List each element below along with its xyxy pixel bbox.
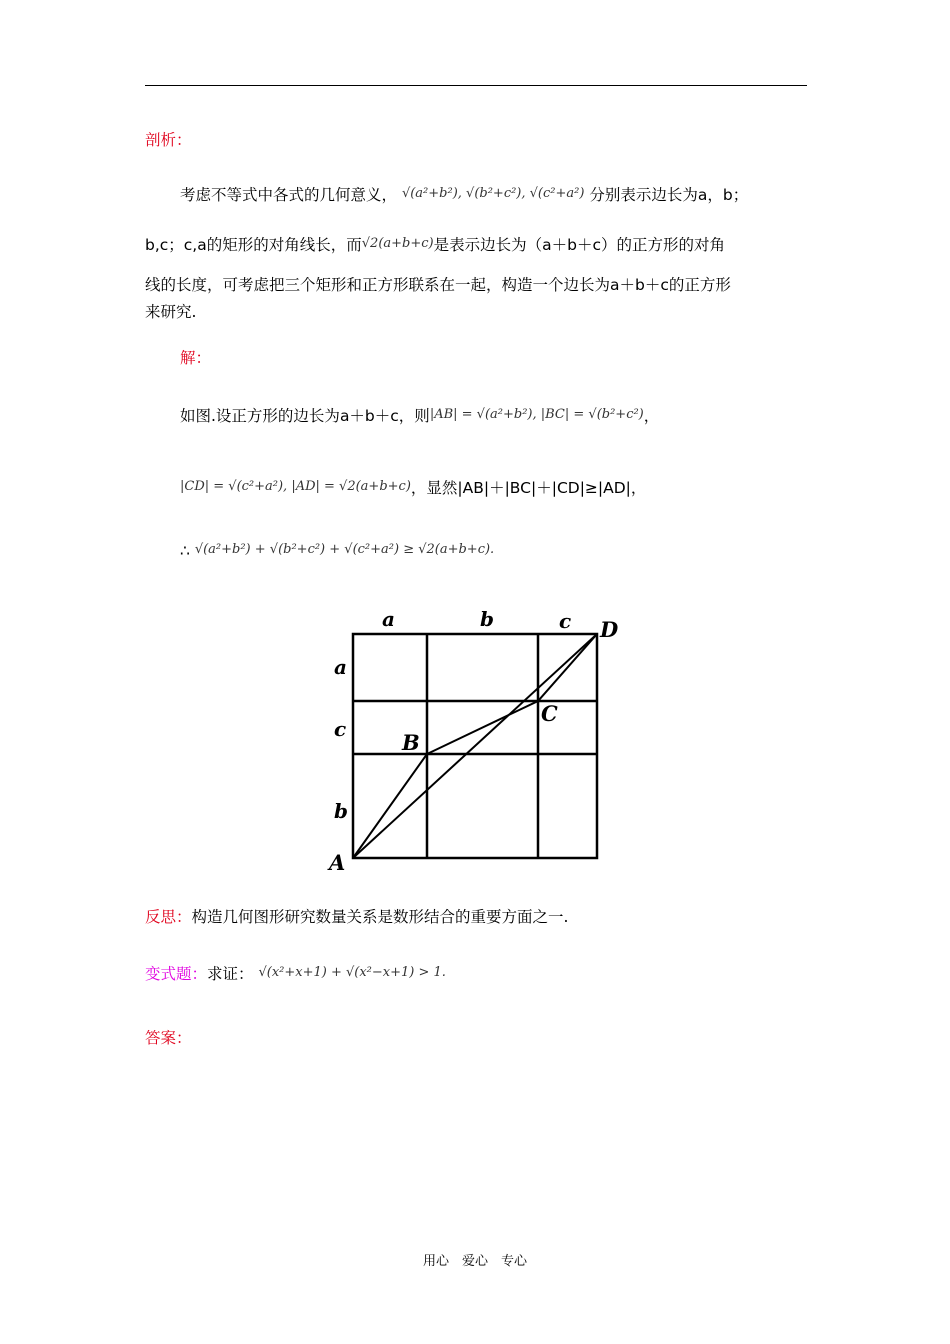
label-top-a: a bbox=[382, 607, 395, 631]
solution-heading: 解： bbox=[180, 349, 212, 367]
page-footer: 用心 爱心 专心 bbox=[422, 1254, 527, 1269]
reflection-label: 反思： bbox=[145, 908, 192, 926]
analysis-formula-2: √2(a+b+c) bbox=[361, 236, 434, 251]
point-label-B: B bbox=[402, 730, 420, 755]
point-label-D: D bbox=[600, 617, 619, 642]
analysis-line-4: 来研究. bbox=[145, 303, 197, 321]
solution-formula-1: |AB| = √(a²+b²), |BC| = √(b²+c²) bbox=[429, 407, 644, 422]
answer-label: 答案： bbox=[145, 1029, 192, 1047]
label-left-a: a bbox=[334, 655, 347, 679]
analysis-line-1: 考虑不等式中各式的几何意义， √(a²+b²), √(b²+c²), √(c²+a²) 分别表示边长为a，b； bbox=[180, 186, 749, 204]
therefore-symbol: ∴ bbox=[180, 542, 190, 560]
label-left-c: c bbox=[334, 717, 347, 741]
solution-line-1: 如图.设正方形的边长为a＋b＋c，则|AB| = √(a²+b²), |BC| = √(b²+c²)， bbox=[180, 407, 660, 425]
variant-line: 变式题：求证： √(x²+x+1) + √(x²−x+1) > 1. bbox=[145, 965, 446, 983]
label-top-b: b bbox=[480, 607, 494, 631]
geometry-figure bbox=[320, 600, 640, 880]
analysis-line-2: b,c；c,a的矩形的对角线长，而√2(a+b+c)是表示边长为（a＋b＋c）的正方形的对角 bbox=[145, 236, 725, 254]
header-rule bbox=[145, 85, 807, 86]
solution-formula-3: √(a²+b²) + √(b²+c²) + √(c²+a²) ≥ √2(a+b+c). bbox=[194, 542, 495, 557]
analysis-formula-1: √(a²+b²), √(b²+c²), √(c²+a²) bbox=[401, 186, 585, 201]
solution-line-3 bbox=[180, 542, 494, 560]
variant-label: 变式题： bbox=[145, 965, 208, 983]
analysis-heading: 剖析： bbox=[145, 131, 192, 149]
point-label-C: C bbox=[541, 701, 558, 726]
variant-formula: √(x²+x+1) + √(x²−x+1) > 1. bbox=[258, 965, 446, 980]
segment-AD bbox=[353, 634, 597, 858]
solution-line-2: |CD| = √(c²+a²), |AD| = √2(a+b+c)，显然|AB|＋|BC|＋|CD|≥|AD|， bbox=[180, 479, 647, 497]
analysis-line-3: 线的长度，可考虑把三个矩形和正方形联系在一起，构造一个边长为a＋b＋c的正方形 bbox=[145, 276, 731, 294]
point-label-A: A bbox=[329, 850, 346, 875]
solution-formula-2: |CD| = √(c²+a²), |AD| = √2(a+b+c) bbox=[180, 479, 411, 494]
reflection-line: 反思：构造几何图形研究数量关系是数形结合的重要方面之一. bbox=[145, 908, 569, 926]
label-left-b: b bbox=[334, 799, 348, 823]
label-top-c: c bbox=[559, 609, 572, 633]
